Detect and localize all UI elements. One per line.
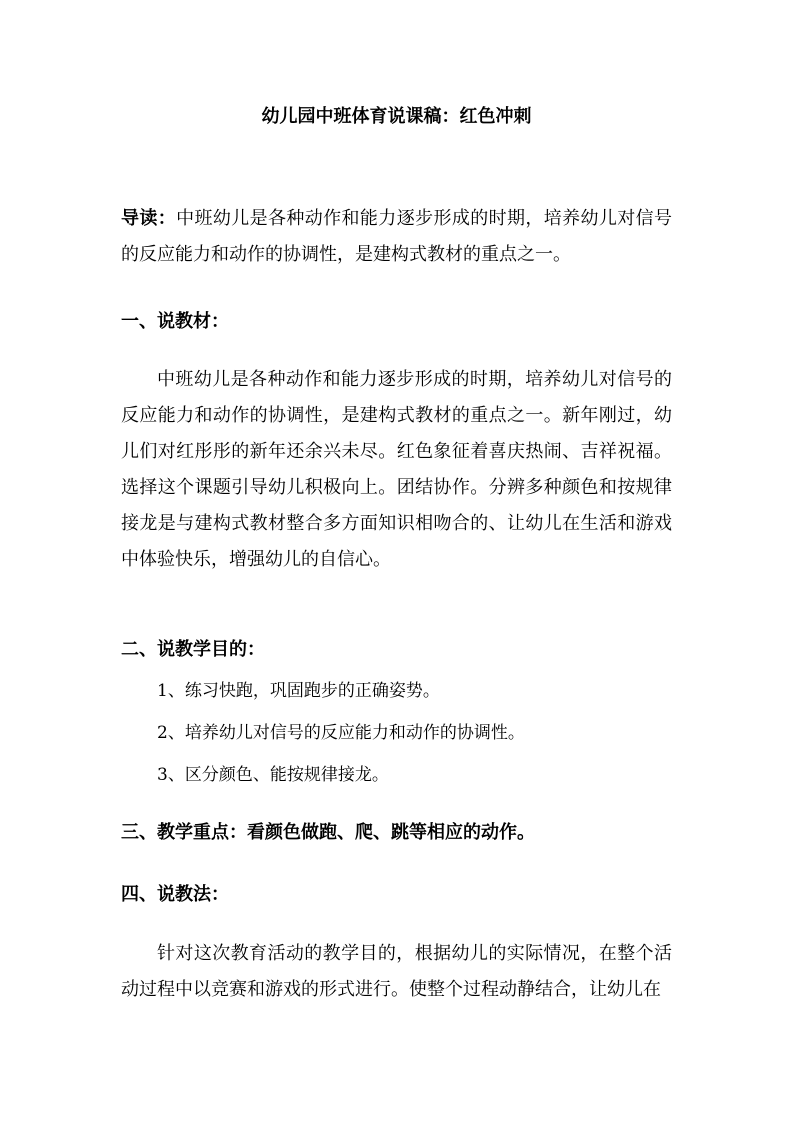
intro-label: 导读： — [121, 208, 177, 229]
goal-item-2: 2、培养幼儿对信号的反应能力和动作的协调性。 — [157, 723, 525, 743]
document-title: 幼儿园中班体育说课稿：红色冲刺 — [261, 106, 532, 127]
goal-item-1: 1、练习快跑，巩固跑步的正确姿势。 — [157, 681, 440, 701]
section2-heading: 二、说教学目的： — [121, 639, 265, 660]
section1-paragraph: 中班幼儿是各种动作和能力逐步形成的时期，培养幼儿对信号的反应能力和动作的协调性，是建构式教材的重点之一。新年刚过，幼儿们对红彤彤的新年还余兴未尽。红色象征着喜庆热闹、吉祥祝福。选择这个课题引导幼儿积极向上。团结协作。分辨多种颜色和按规律接龙是与建构式教材整合多方面知识相吻合的、让幼儿在生活和游戏中体验快乐，增强幼儿的自信心。 — [121, 369, 672, 570]
intro-text: 中班幼儿是各种动作和能力逐步形成的时期，培养幼儿对信号的反应能力和动作的协调性，是建构式教材的重点之一。 — [121, 208, 672, 265]
intro-paragraph — [121, 201, 672, 273]
goal-item-3: 3、区分颜色、能按规律接龙。 — [157, 765, 389, 785]
section1-heading: 一、说教材： — [121, 311, 229, 332]
section4-paragraph: 针对这次教育活动的教学目的，根据幼儿的实际情况，在整个活动过程中以竞赛和游戏的形式进行。使整个过程动静结合，让幼儿在 — [121, 943, 672, 1000]
section4-heading: 四、说教法： — [121, 884, 229, 905]
section3-heading: 三、教学重点：看颜色做跑、爬、跳等相应的动作。 — [121, 822, 535, 843]
